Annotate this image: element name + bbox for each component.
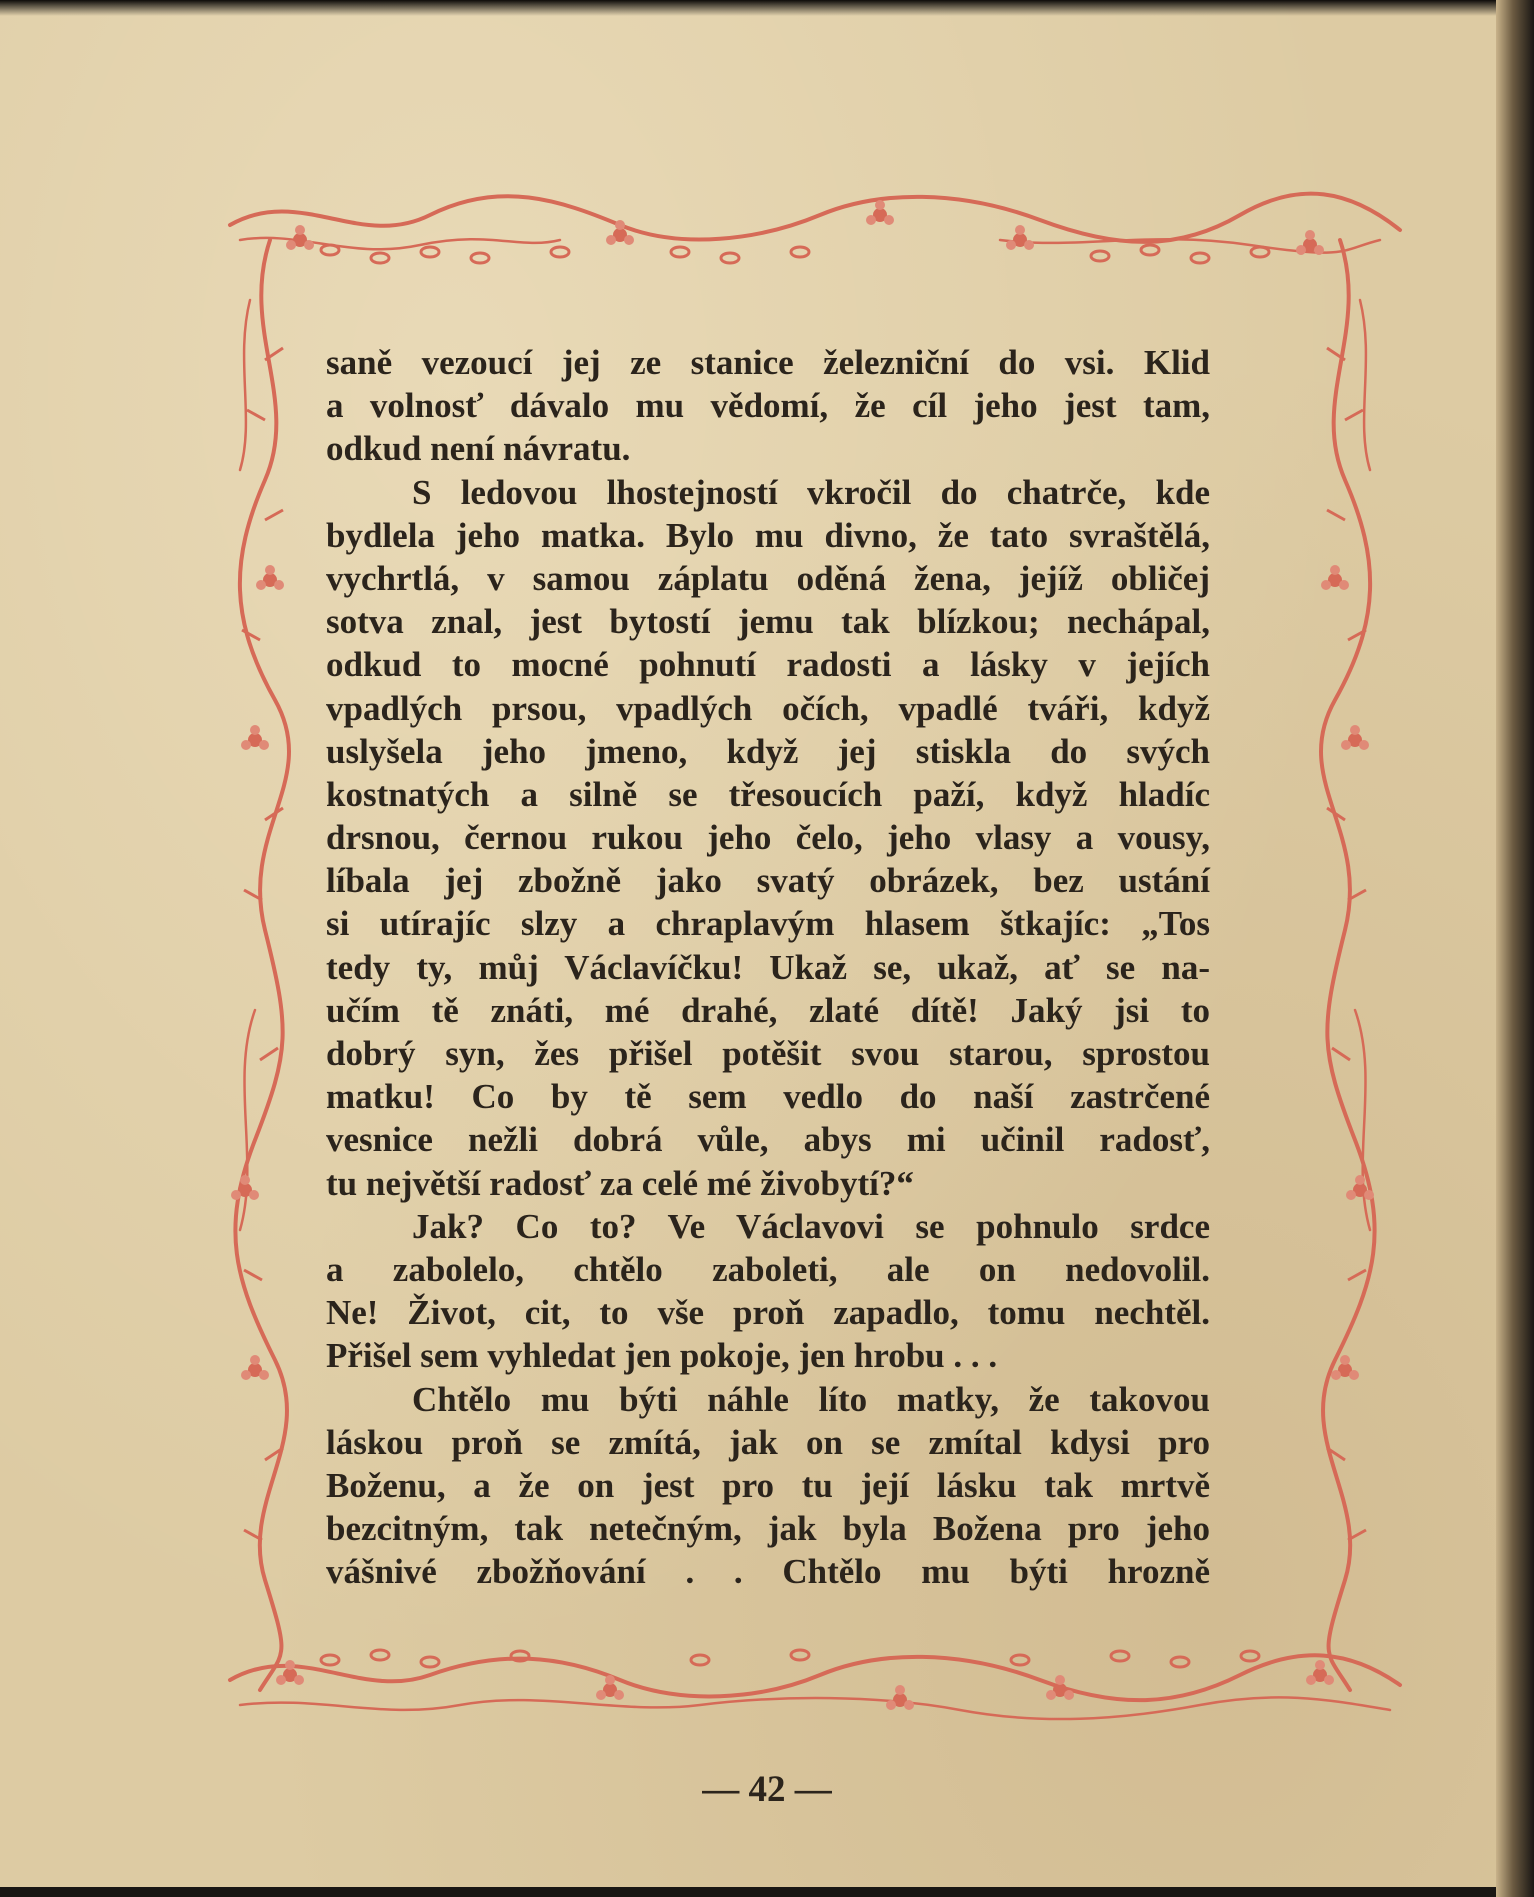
text-line: tu největší radosť za celé mé živobytí?“ <box>326 1163 914 1203</box>
scan-top-edge <box>0 0 1534 16</box>
page-text <box>326 341 1210 1593</box>
text-line: Ne! Život, cit, to vše proň zapadlo, tomu nechtěl. <box>326 1293 1210 1333</box>
text-line: bydlela jeho matka. Bylo mu divno, že tato svraštělá, <box>326 515 1210 555</box>
text-line: uslyšela jeho jmeno, když jej stiskla do svých <box>326 731 1210 771</box>
text-line: kostnatých a silně se třesoucích paží, když hladíc <box>326 774 1210 814</box>
text-line: Přišel sem vyhledat jen pokoje, jen hrobu . . . <box>326 1336 998 1376</box>
text-line: Boženu, a že on jest pro tu její lásku tak mrtvě <box>326 1465 1210 1505</box>
text-line: a volnosť dávalo mu vědomí, že cíl jeho jest tam, <box>326 386 1210 426</box>
text-line: učím tě znáti, mé drahé, zlaté dítě! Jaký jsi to <box>326 990 1210 1030</box>
text-line: vášnivé zbožňování . . Chtělo mu býti hrozně <box>326 1552 1210 1592</box>
text-line: matku! Co by tě sem vedlo do naší zastrčené <box>326 1077 1210 1117</box>
text-line: saně vezoucí jej ze stanice železniční do vsi. Klid <box>326 343 1210 382</box>
text-line: dobrý syn, žes přišel potěšit svou starou, sprostou <box>326 1034 1210 1073</box>
text-line: odkud to mocné pohnutí radosti a lásky v jejích <box>326 645 1210 685</box>
text-line: vesnice nežli dobrá vůle, abys mi učinil radosť, <box>326 1120 1210 1160</box>
text-line: a zabolelo, chtělo zaboleti, ale on nedovolil. <box>326 1249 1210 1289</box>
text-line: si utírajíc slzy a chraplavým hlasem štkajíc: „Tos <box>326 904 1210 944</box>
text-line: sotva znal, jest bytostí jemu tak blízkou; nechápal, <box>326 602 1210 642</box>
text-line: vychrtlá, v samou záplatu oděná žena, jejíž obličej <box>326 558 1210 598</box>
text-line: tedy ty, můj Václavíčku! Ukaž se, ukaž, ať se na- <box>326 947 1210 987</box>
text-line: bezcitným, tak netečným, jak byla Božena pro jeho <box>326 1509 1210 1549</box>
text-line: S ledovou lhostejností vkročil do chatrče, kde <box>412 472 1210 512</box>
text-line: vpadlých prsou, vpadlých očích, vpadlé tváři, když <box>326 688 1210 728</box>
text-line: líbala jej zbožně jako svatý obrázek, bez ustání <box>326 861 1210 901</box>
text-line: Jak? Co to? Ve Václavovi se pohnulo srdce <box>412 1206 1210 1246</box>
text-line: Chtělo mu býti náhle líto matky, že takovou <box>412 1379 1210 1419</box>
text-line: láskou proň se zmítá, jak on se zmítal kdysi pro <box>326 1422 1210 1462</box>
text-line: drsnou, černou rukou jeho čelo, jeho vlasy a vousy, <box>326 818 1210 858</box>
scan-right-edge <box>1496 0 1534 1897</box>
page-number: — 42 — <box>702 1769 832 1810</box>
text-line: odkud není návratu. <box>326 429 631 469</box>
